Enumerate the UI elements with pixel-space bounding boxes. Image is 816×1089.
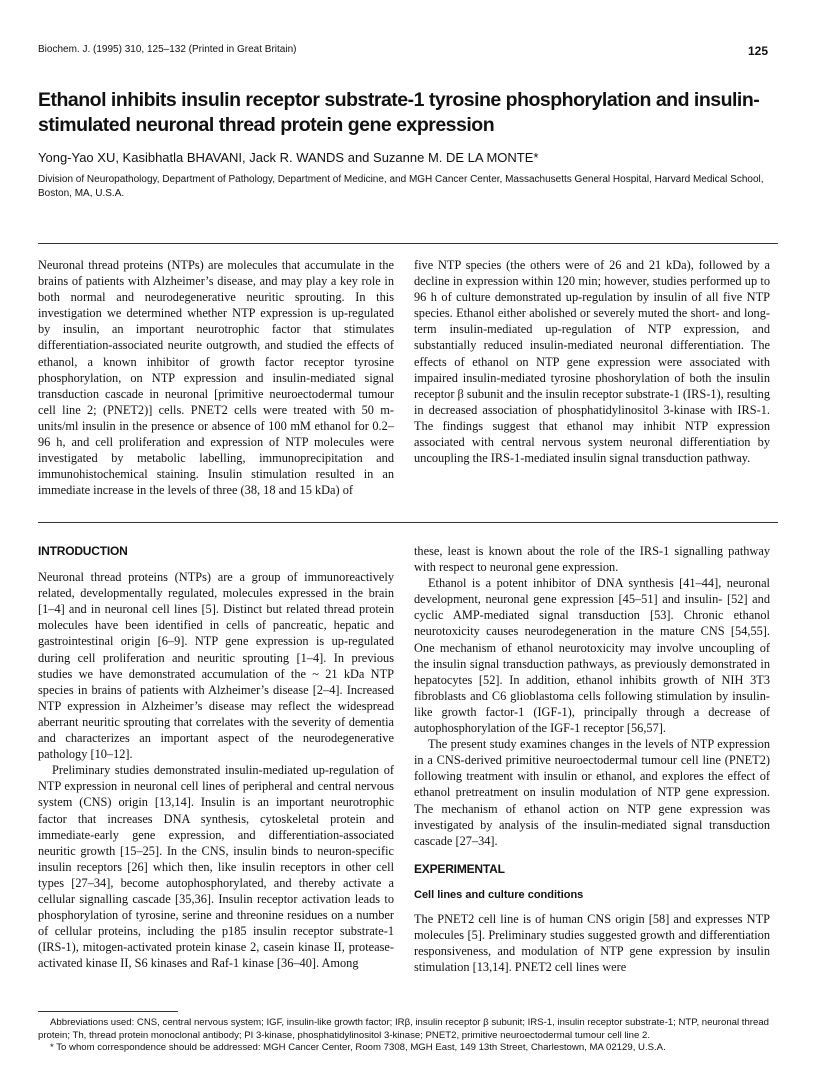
abstract-right-column bbox=[414, 257, 770, 466]
abbreviations-footnote: Abbreviations used: CNS, central nervous system; IGF, insulin-like growth factor; IRβ, insulin receptor β subunit; IRS-1, insulin receptor substrate-1; NTP, neuronal thread protein; Th, thread protein monoclonal antibody; PI 3-kinase, phosphatidylinositol 3-kinase; PNET2, primitive neuroectodermal tumour cell line 2. bbox=[38, 1017, 769, 1041]
body-right-column bbox=[414, 543, 770, 975]
abstract-text-left: Neuronal thread proteins (NTPs) are molecules that accumulate in the brains of patients with Alzheimer’s disease, and may play a key role in both normal and neurodegenerative neuritic sprouting. In this investigation we determined whether NTP expression is up-regulated by insulin, an important neurotrophic factor that stimulates differentiation-associated neurite outgrowth, and studied the effects of ethanol, a known inhibitor of growth factor receptor tyrosine phosphorylation, on NTP expression and insulin-mediated signal transduction cascade in neuronal [primitive neuroectodermal tumour cell line 2; (PNET2)] cells. PNET2 cells were treated with 50 m-units/ml insulin in the presence or absence of 100 mM ethanol for 0.2–96 h, and cell proliferation and expression of NTP molecules were investigated by metabolic labelling, immunoprecipitation and immunohistochemical staining. Insulin stimulation resulted in an immediate increase in the levels of three (38, 18 and 15 kDa) of bbox=[38, 258, 394, 498]
footnote-rule bbox=[38, 1011, 178, 1012]
introduction-heading: INTRODUCTION bbox=[38, 544, 128, 558]
experimental-paragraph-1: The PNET2 cell line is of human CNS origin [58] and expresses NTP molecules [5]. Preliminary studies suggested growth and differentiation responsiveness, and modulation of NTP gene expression by insulin stimulation [13,14]. PNET2 cell lines were bbox=[414, 911, 770, 975]
abstract-left-column bbox=[38, 257, 394, 498]
body-left-column bbox=[38, 543, 394, 971]
journal-citation: Biochem. J. (1995) 310, 125–132 (Printed in Great Britain) bbox=[38, 44, 297, 55]
experimental-heading: EXPERIMENTAL bbox=[414, 861, 505, 876]
abstract-bottom-rule bbox=[38, 522, 778, 523]
intro-paragraph-2: Preliminary studies demonstrated insulin-mediated up-regulation of NTP expression in neuronal cell lines of peripheral and central nervous system (CNS) origin [13,14]. Insulin is an important neurotrophic factor that increases DNA synthesis, cytoskeletal protein and immediate-early gene expression, and differentiation-associated neuritic growth [15–25]. In the CNS, insulin binds to neuron-specific insulin receptors [26] which then, like insulin receptors in other cell types [27–34], become autophosphorylated, and thereby activate a cellular signalling cascade [35,36]. Insulin receptor activation leads to phosphorylation of tyrosine, serine and threonine residues on a number of cellular proteins, including the p185 insulin receptor substrate-1 (IRS-1), mitogen-activated protein kinase 2, casein kinase II, protease-activated kinase II, S6 kinases and Raf-1 kinase [36–40]. Among bbox=[38, 763, 394, 971]
cell-lines-subheading: Cell lines and culture conditions bbox=[414, 888, 584, 901]
correspondence-footnote: * To whom correspondence should be addressed: MGH Cancer Center, Room 7308, MGH East, 149 13th Street, Charlestown, MA 02129, U.S.A. bbox=[50, 1042, 666, 1053]
intro-paragraph-1: Neuronal thread proteins (NTPs) are a group of immunoreactively related, developmentally regulated, molecules expressed in the brain [1–4] and in neuronal cell lines [5]. Distinct but related thread protein molecules have been identified in cells of pancreatic, hepatic and gastrointestinal origin [6–9]. NTP gene expression is up-regulated during cell proliferation and neuritic sprouting [1–4]. In previous studies we have demonstrated accumulation of the ~ 21 kDa NTP species in brains of patients with Alzheimer’s disease [2–4]. Increased NTP expression in Alzheimer’s disease may reflect the widespread aberrant neuritic sprouting that correlates with the severity of dementia and characterizes an important aspect of the neurodegenerative pathology [10–12]. bbox=[38, 570, 394, 762]
article-authors: Yong-Yao XU, Kasibhatla BHAVANI, Jack R. WANDS and Suzanne M. DE LA MONTE* bbox=[38, 150, 539, 165]
abstract-text-right: five NTP species (the others were of 26 and 21 kDa), followed by a decline in expression within 120 min; however, studies performed up to 96 h of culture demonstrated up-regulation by insulin of all five NTP species. Ethanol either abolished or severely muted the short- and long-term insulin-mediated up-regulation of NTP expression, and substantially reduced insulin-mediated neuronal differentiation. The effects of ethanol on NTP gene expression were associated with impaired insulin-mediated tyrosine phoshorylation of both the insulin receptor β subunit and the insulin receptor substrate-1 (IRS-1), resulting in decreased association of phosphatidylinositol 3-kinase with IRS-1. The findings suggest that ethanol may inhibit NTP expression associated with central nervous system neuronal differentiation by uncoupling the IRS-1-mediated insulin signal transduction pathway. bbox=[414, 258, 770, 466]
footnotes bbox=[38, 1017, 778, 1055]
article-title: Ethanol inhibits insulin receptor substrate-1 tyrosine phosphorylation and insulin-stimulated neuronal thread protein gene expression bbox=[38, 89, 760, 136]
abstract-top-rule bbox=[38, 243, 778, 244]
intro-paragraph-3: Ethanol is a potent inhibitor of DNA synthesis [41–44], neuronal development, neuronal gene expression [45–51] and insulin- [52] and cyclic AMP-mediated signal transduction [53]. Chronic ethanol neurotoxicity causes neurodegeneration in the mature CNS [54,55]. One mechanism of ethanol neurotoxicity may involve uncoupling of the insulin signal transduction pathways, as previously demonstrated in hepatocytes [52]. In addition, ethanol inhibits growth of NIH 3T3 fibroblasts and C6 glioblastoma cells following stimulation by insulin-like growth factor-1 (IGF-1), principally through a decrease of autophosphorylation of the IGF-1 receptor [56,57]. bbox=[414, 576, 770, 736]
intro-paragraph-4: The present study examines changes in the levels of NTP expression in a CNS-derived primitive neuroectodermal tumour cell line (PNET2) following treatment with insulin or ethanol, and explores the effect of ethanol pretreatment on insulin modulation of NTP gene expression. The mechanism of ethanol action on NTP gene expression was investigated by analysis of the insulin-mediated signal transduction cascade [27–34]. bbox=[414, 737, 770, 848]
page-number: 125 bbox=[747, 44, 768, 58]
intro-paragraph-2-continued: these, least is known about the role of the IRS-1 signalling pathway with respect to neuronal gene expression. bbox=[414, 544, 770, 575]
article-affiliation: Division of Neuropathology, Department of Pathology, Department of Medicine, and MGH Cancer Center, Massachusetts General Hospital, Harvard Medical School, Boston, MA, U.S.A. bbox=[38, 174, 764, 199]
